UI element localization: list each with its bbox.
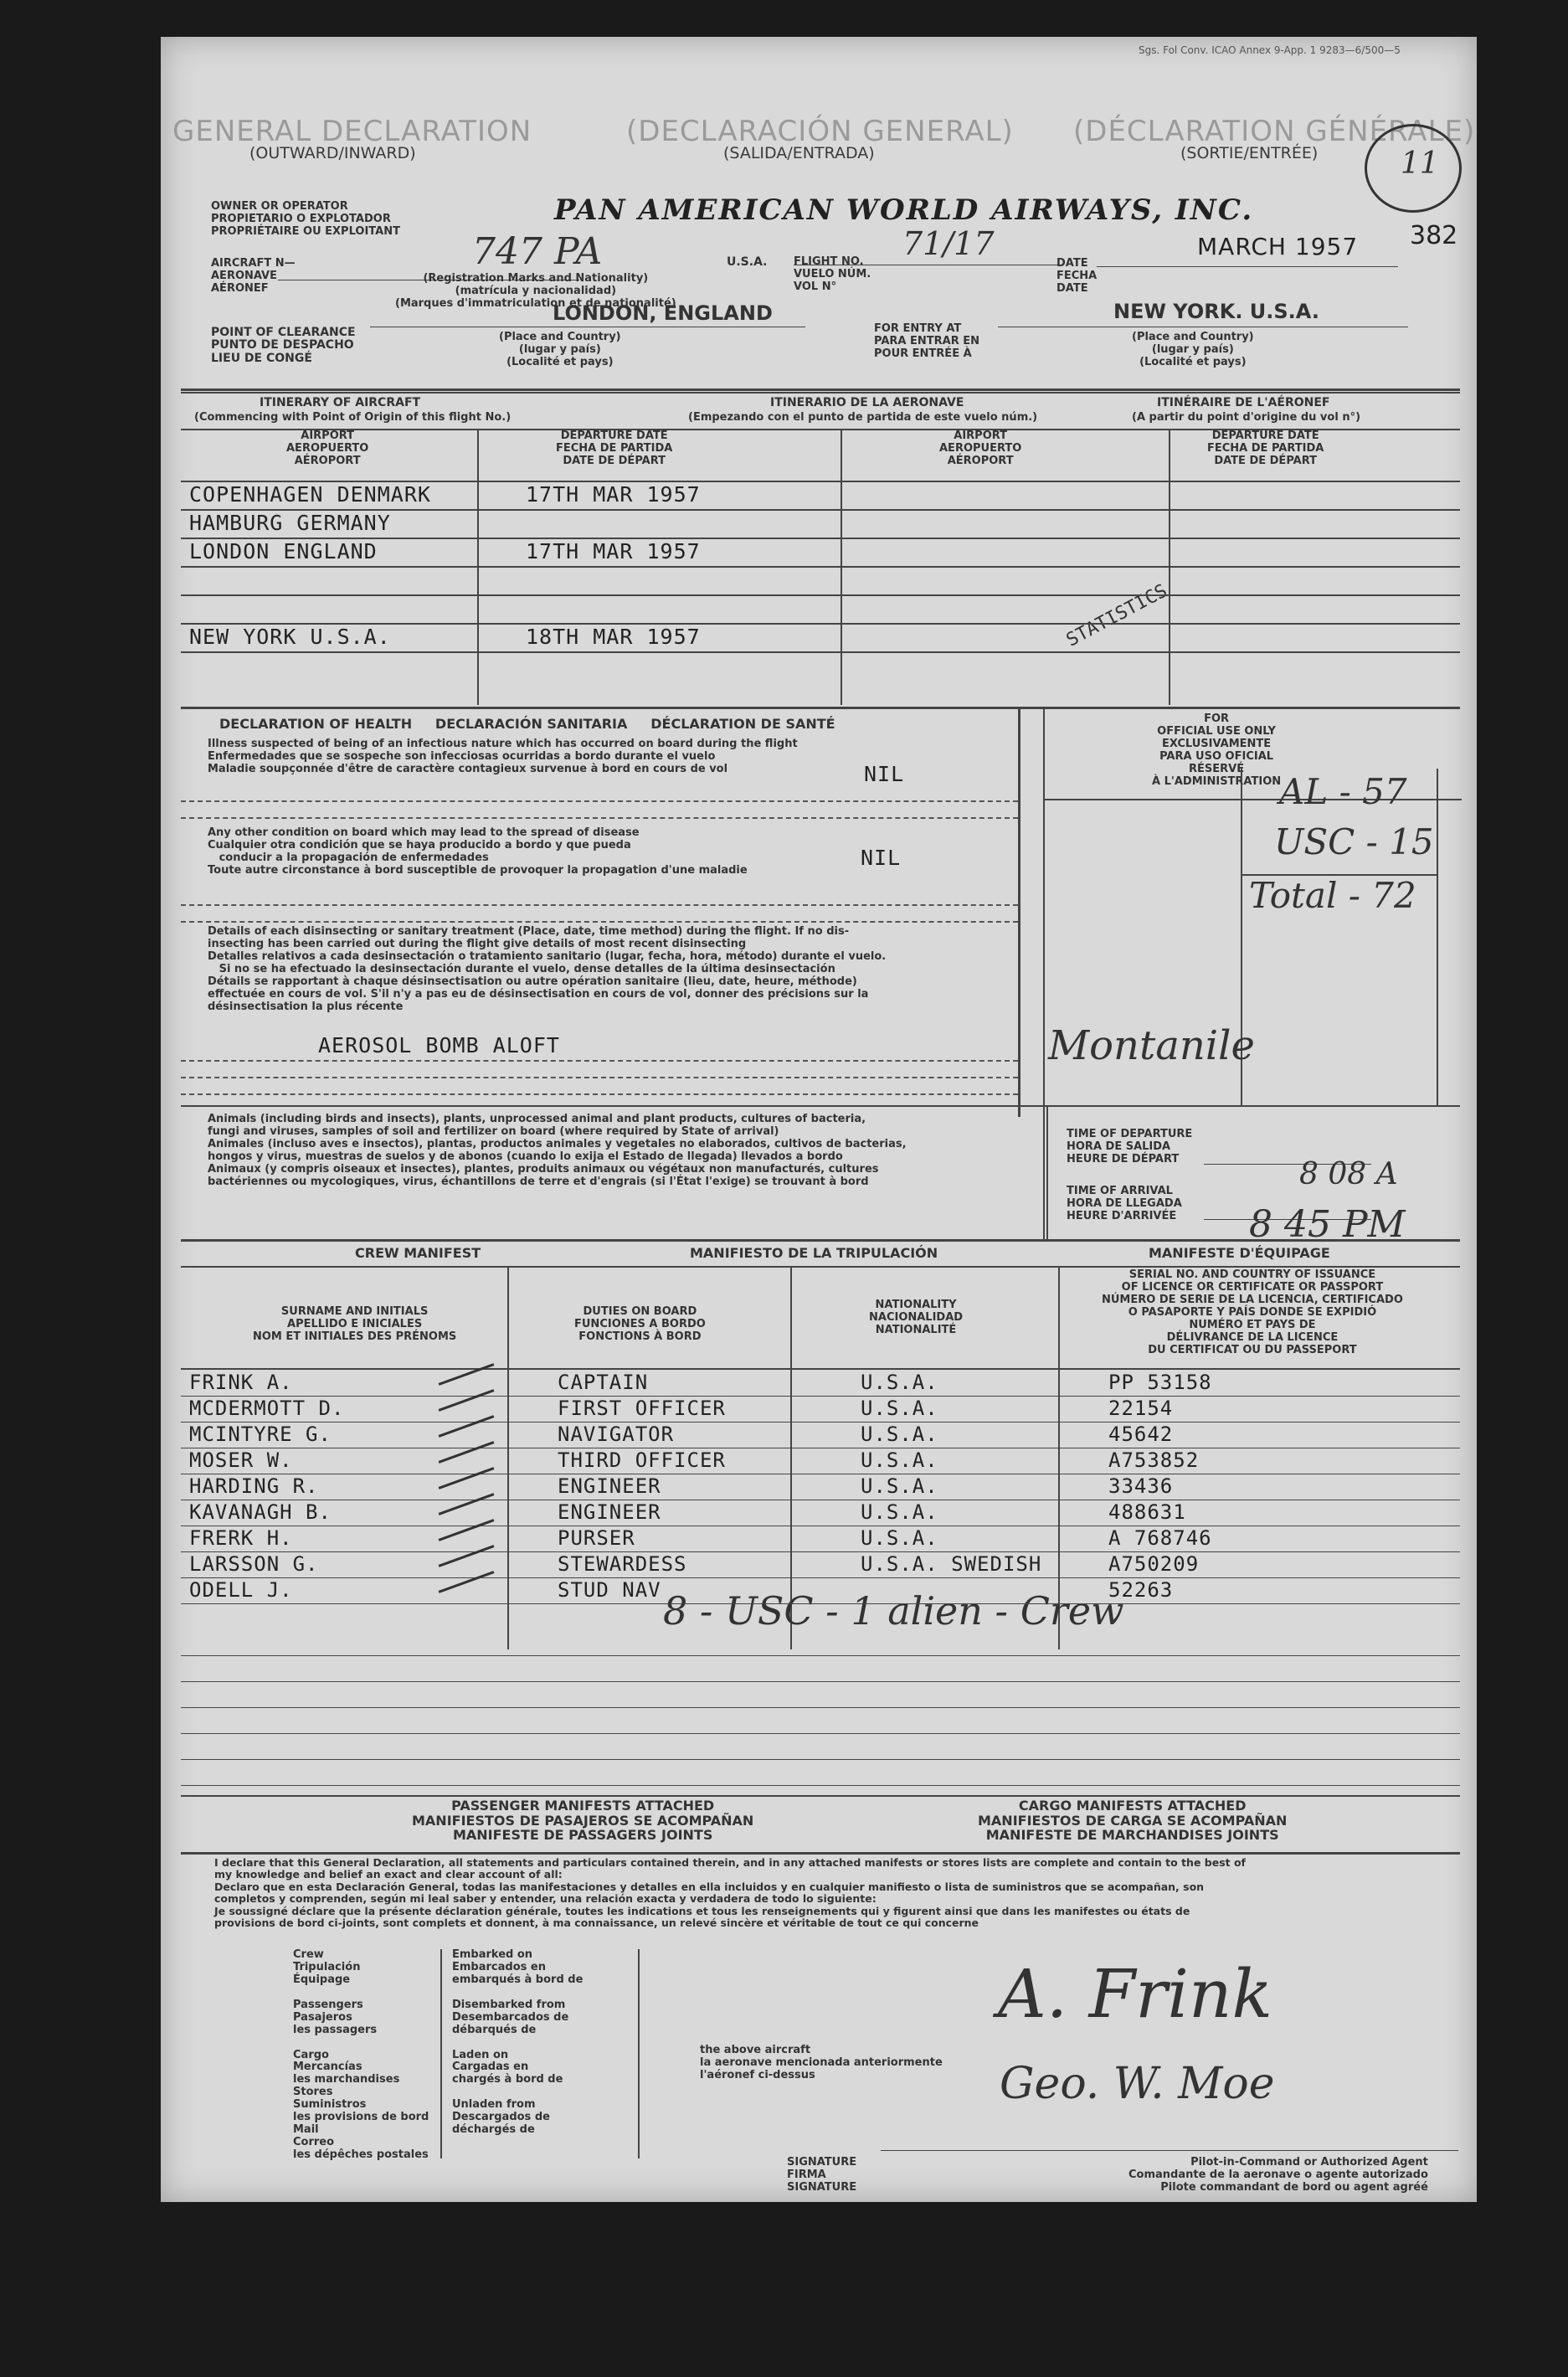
declaration-mid-list: Embarked on Embarcados en embarqués à bord de Disembarked from Desembarcados de débarqués de Laden on Cargadas en chargés à bord de Unladen from Descargados de déchargés de (452, 1948, 584, 2137)
pilot-in-command-label: Pilot-in-Command or Authorized Agent Comandante de la aeronave o agente autorizado Pilote commandant de bord ou agent agréé (1128, 2156, 1428, 2194)
other-condition-text: Any other condition on board which may lead to the spread of disease Cualquier otra condición que se haya producido a bordo y que pueda conducir a la propagación de enfermedades Toute autre circonstance à bord susceptible de provoquer la propagation d'une maladie (208, 826, 748, 877)
itinerary-title-es-sub: (Empezando con el punto de partida de este vuelo núm.) (688, 411, 1038, 424)
itinerary-row-line (181, 651, 1460, 653)
declaration-right-text: the above aircraft la aeronave mencionada anteriormente l'aéronef ci-dessus (700, 2044, 943, 2081)
crew-duty: THIRD OFFICER (558, 1448, 726, 1472)
itinerary-title-fr-sub: (A partir du point d'origine du vol n°) (1132, 411, 1361, 424)
animals-text: Animals (including birds and insects), plants, unprocessed animal and plant products, cultures of bacteria, fungi and viruses, samples of soil and fertilizer on board (where required by State of arrival) Animales (incluso aves e insectos), plantas, productos animales y vegetales no elaborados, cultivos de bacterias, hongos y virus, muestras de suelos y de abonos (cuando lo exija el Estado de llegada) llevados a bordo Animaux (y compris oiseaux et insectes), plantes, produits animaux ou végétaux non manufacturés, cultures bactériennes ou mycologiques, virus, échantillons de terre et d'engrais (si l'État l'exige) se trouvant à bord (208, 1113, 907, 1188)
title-fr: (DÉCLARATION GÉNÉRALE) (1073, 115, 1476, 148)
itinerary-departure-date: 18TH MAR 1957 (526, 625, 701, 649)
official-use-title: FOR OFFICIAL USE ONLY EXCLUSIVAMENTE PARA USO OFICIAL RÉSERVÉ À L'ADMINISTRATION (1152, 713, 1282, 788)
crew-nationality: U.S.A. (861, 1474, 938, 1498)
flight-number: 71/17 (902, 225, 995, 262)
crew-serial: 45642 (1108, 1423, 1174, 1446)
crew-title-fr: MANIFESTE D'ÉQUIPAGE (1149, 1245, 1330, 1261)
crew-check-mark (439, 1493, 495, 1515)
itinerary-departure-date: 17TH MAR 1957 (526, 482, 701, 507)
page-number: 382 (1410, 221, 1458, 250)
other-condition-value: NIL (861, 846, 902, 870)
crew-serial: 22154 (1108, 1397, 1174, 1420)
circled-number: 11 (1401, 147, 1439, 181)
operator-name: PAN AMERICAN WORLD AIRWAYS, INC. (554, 193, 1254, 227)
registration-caption: (Registration Marks and Nationality) (matrícula y nacionalidad) (Marques d'immatriculation et de nationalité) (395, 272, 676, 310)
crew-duty: CAPTAIN (558, 1371, 649, 1394)
crew-row-line (181, 1422, 1460, 1423)
crew-duty: ENGINEER (558, 1474, 661, 1498)
crew-blank-line (181, 1707, 1460, 1708)
passenger-manifests: PASSENGER MANIFESTS ATTACHED MANIFIESTOS DE PASAJEROS SE ACOMPAÑAN MANIFESTE DE PASSAGERS JOINTS (412, 1798, 754, 1844)
date-value: MARCH 1957 (1197, 233, 1359, 260)
itinerary-header-line (181, 481, 1460, 482)
declaration-left-list: Crew Tripulación Équipage Passengers Pasajeros les passagers Cargo Mercancías les marchandises Stores Suministros les provisions de bord Mail Correo les dépêches postales (293, 1948, 429, 2161)
crew-serial: 488631 (1108, 1500, 1186, 1524)
date-label: DATE FECHA DATE (1056, 257, 1098, 295)
crew-nationality: U.S.A. SWEDISH (861, 1552, 1042, 1576)
aircraft-label: AIRCRAFT N— AERONAVE AÉRONEF (211, 257, 296, 295)
crew-nationality: U.S.A. (861, 1423, 938, 1446)
entry-caption: (Place and Country) (lugar y país) (Localité et pays) (1132, 331, 1254, 368)
title-fr-sub: (SORTIE/ENTRÉE) (1180, 144, 1319, 162)
signature-captain: A. Frink (998, 1955, 1272, 2033)
crew-name: KAVANAGH B. (189, 1500, 332, 1524)
crew-check-mark (439, 1545, 495, 1567)
crew-serial: A750209 (1108, 1552, 1200, 1576)
official-hand-1: AL - 57 (1279, 771, 1407, 812)
crew-nationality: U.S.A. (861, 1500, 938, 1524)
clearance-label: POINT OF CLEARANCE PUNTO DE DESPACHO LIEU DE CONGÉ (211, 326, 356, 365)
crew-blank-line (181, 1785, 1460, 1786)
crew-duty: PURSER (558, 1526, 635, 1550)
crew-check-mark (439, 1389, 495, 1412)
crew-col-nationality: NATIONALITY NACIONALIDAD NATIONALITÉ (869, 1299, 964, 1336)
crew-check-mark (439, 1415, 495, 1438)
crew-duty: STEWARDESS (558, 1552, 687, 1576)
crew-nationality: U.S.A. (861, 1448, 938, 1472)
col-airport-1: AIRPORT AEROPUERTO AÉROPORT (286, 430, 369, 467)
itinerary-row-line (181, 594, 1460, 596)
itinerary-departure-date: 17TH MAR 1957 (526, 539, 701, 563)
itinerary-airport: COPENHAGEN DENMARK (189, 482, 431, 507)
official-hand-3: Total - 72 (1249, 875, 1416, 916)
crew-name: LARSSON G. (189, 1552, 319, 1576)
itinerary-title-en: ITINERARY OF AIRCRAFT (260, 396, 421, 409)
col-departure-1: DEPARTURE DATE FECHA DE PARTIDA DATE DE DÉPART (556, 430, 673, 467)
crew-check-mark (439, 1441, 495, 1464)
crew-check-mark (439, 1519, 495, 1541)
aircraft-country: U.S.A. (727, 255, 768, 269)
crew-duty: ENGINEER (558, 1500, 661, 1524)
itinerary-airport: LONDON ENGLAND (189, 539, 378, 563)
departure-time-label: TIME OF DEPARTURE HORA DE SALIDA HEURE DE DÉPART (1067, 1128, 1193, 1165)
crew-name: ODELL J. (189, 1578, 293, 1602)
crew-hand-time: 8 45 PM (1249, 1203, 1406, 1246)
illness-text: Illness suspected of being of an infectious nature which has occurred on board during the flight Enfermedades que se sospeche son infecciosas ocurridas a bordo durante el vuelo Maladie soupçonnée d'être de caractère contagieux survenue à bord en cours de vol (208, 738, 798, 775)
crew-serial: PP 53158 (1108, 1371, 1212, 1394)
crew-serial: 33436 (1108, 1474, 1174, 1498)
aircraft-value: 747 PA (472, 230, 603, 273)
itinerary-airport: HAMBURG GERMANY (189, 511, 391, 535)
declaration-text: I declare that this General Declaration, all statements and particulars contained therein, and in any attached manifests or stores lists are complete and contain to the best of my knowledge and belief an exact and clear account of all: Declaro que en esta Declaración General, todas las manifestaciones y detalles en ella incluidos y en cualquier manifiesto o lista de suministros que se acompañan, son completos y comprenden, según mi leal saber y entender, una relación exacta y verdadera de todo lo siguiente: Je soussigné déclare que la présente déclaration générale, toutes les indications et tous les renseignements qui y figurent ainsi que dans les manifestes ou états de provisions de bord ci-joints, sont complets et donnent, à ma connaissance, un relevé sincère et véritable de tout ce qui concerne (214, 1856, 1246, 1929)
crew-row-line (181, 1603, 1460, 1604)
crew-row-line (181, 1577, 1460, 1578)
illness-value: NIL (864, 762, 905, 786)
crew-nationality: U.S.A. (861, 1526, 938, 1550)
crew-check-mark (439, 1467, 495, 1489)
crew-check-mark (439, 1363, 495, 1386)
crew-name: MOSER W. (189, 1448, 293, 1472)
signature-label: SIGNATURE FIRMA SIGNATURE (787, 2156, 857, 2194)
itinerary-title-en-sub: (Commencing with Point of Origin of this flight No.) (194, 411, 512, 424)
cargo-manifests: CARGO MANIFESTS ATTACHED MANIFIESTOS DE CARGA SE ACOMPAÑAN MANIFESTE DE MARCHANDISES JOINTS (978, 1798, 1288, 1844)
crew-row-line (181, 1525, 1460, 1526)
crew-nationality: U.S.A. (861, 1371, 938, 1394)
crew-title-es: MANIFIESTO DE LA TRIPULACIÓN (690, 1245, 938, 1261)
col-airport-2: AIRPORT AEROPUERTO AÉROPORT (939, 430, 1022, 467)
crew-nationality: U.S.A. (861, 1397, 938, 1420)
entry-label: FOR ENTRY AT PARA ENTRAR EN POUR ENTRÉE À (874, 322, 979, 360)
signature-agent: Geo. W. Moe (1000, 2059, 1275, 2109)
form-reference: Sgs. Fol Conv. ICAO Annex 9-App. 1 9283—6/500—5 (1139, 44, 1401, 56)
crew-name: HARDING R. (189, 1474, 319, 1498)
title-es-sub: (SALIDA/ENTRADA) (723, 144, 875, 162)
crew-row-line (181, 1396, 1460, 1397)
owner-label: OWNER OR OPERATOR PROPIETARIO O EXPLOTADOR PROPRIÉTAIRE OU EXPLOITANT (211, 200, 400, 238)
crew-serial: 52263 (1108, 1578, 1174, 1602)
crew-blank-line (181, 1681, 1460, 1682)
itinerary-airport: NEW YORK U.S.A. (189, 625, 391, 649)
crew-col-duties: DUTIES ON BOARD FUNCIONES A BORDO FONCTIONS À BORD (574, 1305, 706, 1343)
crew-name: MCINTYRE G. (189, 1423, 332, 1446)
circled-number-stamp (1365, 124, 1462, 213)
flight-label: FLIGHT NO. VUELO NÚM. VOL N° (794, 255, 871, 293)
statistics-stamp: STATISTICS (1062, 580, 1171, 651)
crew-hand-note: 8 - USC - 1 alien - Crew (663, 1588, 1124, 1634)
crew-duty: FIRST OFFICER (558, 1397, 726, 1420)
crew-serial: A753852 (1108, 1448, 1200, 1472)
crew-name: MCDERMOTT D. (189, 1397, 345, 1420)
crew-blank-line (181, 1655, 1460, 1656)
title-en: GENERAL DECLARATION (172, 115, 532, 148)
crew-check-mark (439, 1571, 495, 1593)
crew-name: FRINK A. (189, 1371, 293, 1394)
col-departure-2: DEPARTURE DATE FECHA DE PARTIDA DATE DE DÉPART (1207, 430, 1324, 467)
itinerary-row-line (181, 566, 1460, 568)
clearance-caption: (Place and Country) (lugar y país) (Localité et pays) (499, 331, 621, 368)
health-title: DECLARATION OF HEALTH DECLARACIÓN SANITARIA DÉCLARATION DE SANTÉ (219, 716, 835, 732)
official-signature: Montanile (1048, 1022, 1255, 1069)
crew-col-name: SURNAME AND INITIALS APELLIDO E INICIALES NOM ET INITIALES DES PRÉNOMS (253, 1305, 457, 1343)
crew-row-line (181, 1551, 1460, 1552)
disinsecting-text: Details of each disinsecting or sanitary treatment (Place, date, time method) during the flight. If no dis- insecting has been carried out during the flight give details of most recent disinsecting Detalles relativos a cada desinsectación o tratamiento sanitario (lugar, fecha, hora, método) durante el vuelo. Si no se ha efectuado la desinsectación durante el vuelo, dense detalles de la última desinsectación Détails se rapportant à chaque désinsectisation ou autre opération sanitaire (lieu, date, heure, méthode) effectuée en cours de vol. S'il n'y a pas eu de désinsectisation en cours de vol, donner des précisions sur la désinsectisation la plus récente (208, 925, 887, 1013)
disinsecting-value: AEROSOL BOMB ALOFT (318, 1033, 560, 1057)
crew-blank-line (181, 1733, 1460, 1734)
crew-duty: NAVIGATOR (558, 1423, 675, 1446)
official-hand-2: USC - 15 (1274, 821, 1434, 862)
itinerary-title-es: ITINERARIO DE LA AERONAVE (770, 396, 964, 409)
crew-title-en: CREW MANIFEST (355, 1245, 481, 1261)
crew-col-serial: SERIAL NO. AND COUNTRY OF ISSUANCE OF LICENCE OR CERTIFICATE OR PASSPORT NÚMERO DE SERIE DE LA LICENCIA, CERTIFICADO O PASAPORTE Y PAÍS DONDE SE EXPIDIÓ NUMÉRO ET PAYS DE DÉLIVRANCE DE LA LICENCE DU CERTIFICAT OU DU PASSEPORT (1102, 1268, 1403, 1356)
arrival-time-value: 8 08 A (1299, 1157, 1398, 1191)
declaration-form (161, 37, 1477, 2202)
entry-value: NEW YORK. U.S.A. (1113, 300, 1319, 323)
crew-duty: STUD NAV (558, 1578, 661, 1602)
title-en-sub: (OUTWARD/INWARD) (249, 144, 416, 162)
title-es: (DECLARACIÓN GENERAL) (626, 115, 1014, 148)
clearance-value: LONDON, ENGLAND (553, 301, 773, 325)
crew-name: FRERK H. (189, 1526, 293, 1550)
crew-serial: A 768746 (1108, 1526, 1212, 1550)
itinerary-title-fr: ITINÉRAIRE DE L'AÉRONEF (1157, 396, 1330, 409)
crew-blank-line (181, 1759, 1460, 1760)
arrival-time-label: TIME OF ARRIVAL HORA DE LLEGADA HEURE D'ARRIVÉE (1067, 1185, 1182, 1222)
